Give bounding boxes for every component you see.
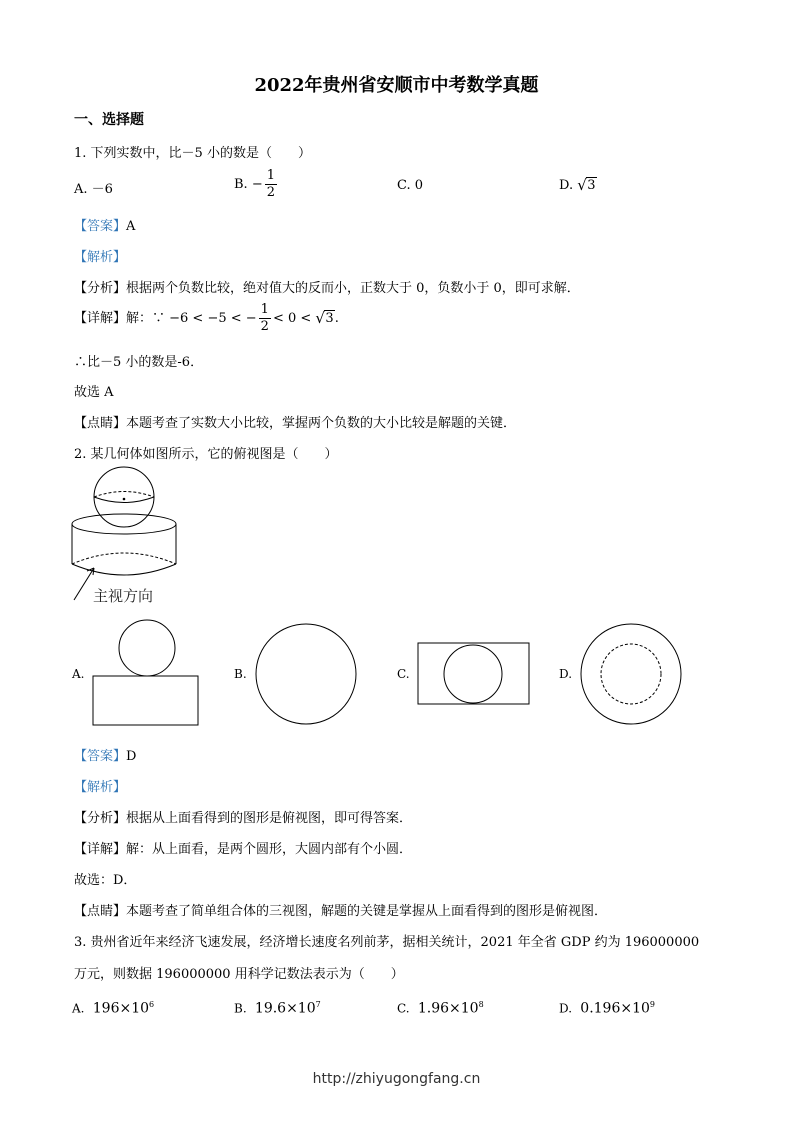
q3-stem-line2: 万元，则数据 196000000 用科学记数法表示为（ ） xyxy=(74,967,404,982)
q3-option-c xyxy=(397,1000,484,1016)
q1-answer xyxy=(74,215,135,234)
option-label: C. xyxy=(397,1001,410,1016)
fraction-denominator: 2 xyxy=(260,319,269,334)
detail-end: . xyxy=(334,311,339,326)
answer-value: A xyxy=(126,219,136,234)
answer-tag: 【答案】 xyxy=(74,219,127,234)
sqrt-symbol: √ 3 xyxy=(577,176,596,194)
q2-figure-label: 主视方向 xyxy=(93,587,154,605)
detail-prefix: 【详解】解：∵ −6 < −5 < − xyxy=(74,311,257,326)
q1-option-b-fraction xyxy=(265,168,277,201)
option-label: D. xyxy=(559,1001,573,1016)
cylinder-bottom-front xyxy=(72,564,176,575)
option-b-circle xyxy=(256,624,356,724)
fraction-numerator: 1 xyxy=(266,168,276,183)
q2-option-c-label: C. xyxy=(397,667,410,681)
q2-option-d-label: D. xyxy=(559,667,573,681)
sqrt-radicand: 3 xyxy=(325,311,334,326)
q2-answer xyxy=(74,745,136,764)
q3-option-b xyxy=(234,1000,321,1016)
sqrt-radicand: 3 xyxy=(587,178,596,193)
option-value-exponent: 9 xyxy=(649,1000,655,1009)
option-value-exponent: 6 xyxy=(149,1000,155,1009)
answer-value: D xyxy=(126,749,137,764)
answer-tag: 【答案】 xyxy=(74,749,127,764)
q2-option-c-figure xyxy=(416,640,532,708)
q2-dianjing: 【点睛】本题考查了简单组合体的三视图，解题的关键是掌握从上面看得到的图形是俯视图． xyxy=(74,904,608,919)
option-value-exponent: 7 xyxy=(315,1000,321,1009)
cylinder-bottom-back xyxy=(72,553,176,564)
q2-fenxi: 【分析】根据从上面看得到的图形是俯视图，即可得答案． xyxy=(74,811,413,826)
q1-analysis-tag: 【解析】 xyxy=(74,250,127,265)
q3-option-a xyxy=(72,1000,154,1016)
q2-choose: 故选：D． xyxy=(74,873,137,888)
option-label: B. xyxy=(234,1001,247,1016)
q1-option-d-label: D. xyxy=(559,178,574,193)
q1-stem: 1. 下列实数中，比－5 小的数是（ ） xyxy=(74,146,311,161)
q2-detail: 【详解】解：从上面看，是两个圆形，大圆内部有个小圆． xyxy=(74,842,413,857)
fraction-denominator: 2 xyxy=(266,185,276,200)
sphere-outline xyxy=(94,467,154,527)
page-title: 2022年贵州省安顺市中考数学真题 xyxy=(254,75,539,96)
q1-conclusion: ∴比－5 小的数是-6． xyxy=(74,355,204,370)
view-direction-arrow xyxy=(74,568,94,600)
q1-option-d xyxy=(559,178,597,193)
q2-analysis-tag: 【解析】 xyxy=(74,780,127,795)
option-a-circle xyxy=(119,620,175,676)
q1-option-b xyxy=(234,168,279,201)
option-d-inner-circle xyxy=(601,644,661,704)
fraction-numerator: 1 xyxy=(260,302,269,317)
option-value-exponent: 8 xyxy=(478,1000,484,1009)
option-value-base: 1.96×10 xyxy=(417,1000,479,1017)
q1-dianjing: 【点睛】本题考查了实数大小比较，掌握两个负数的大小比较是解题的关键． xyxy=(74,416,517,431)
option-d-outer-circle xyxy=(581,624,681,724)
option-a-rectangle xyxy=(93,676,198,725)
option-label: A. xyxy=(72,1001,85,1016)
option-value-base: 19.6×10 xyxy=(254,1000,316,1017)
q1-option-b-label: B. xyxy=(234,177,248,192)
detail-mid: < 0 < xyxy=(272,311,312,326)
option-value-base: 196×10 xyxy=(92,1000,150,1017)
sphere-center xyxy=(123,498,126,501)
section-heading: 一、选择题 xyxy=(74,112,144,128)
detail-fraction xyxy=(259,302,271,335)
q2-option-b-label: B. xyxy=(234,667,247,681)
q2-option-a-figure xyxy=(90,619,202,729)
q1-option-a: A. －6 xyxy=(74,182,113,197)
sqrt-symbol: √ 3 xyxy=(315,309,334,327)
q3-stem-line1: 3. 贵州省近年来经济飞速发展，经济增长速度名列前茅，据相关统计，2021 年全省 GDP 约为 196000000 xyxy=(74,935,700,950)
footer-url[interactable]: http://zhiyugongfang.cn xyxy=(312,1071,481,1087)
q1-detail xyxy=(74,302,339,335)
q2-option-b-figure xyxy=(252,620,362,730)
q1-fenxi: 【分析】根据两个负数比较，绝对值大的反而小，正数大于 0，负数小于 0，即可求解． xyxy=(74,281,580,296)
q2-option-a-label: A. xyxy=(72,667,85,681)
q2-option-d-figure xyxy=(577,622,687,732)
option-c-rectangle xyxy=(418,643,529,704)
q3-option-d xyxy=(559,1000,655,1016)
q1-option-c: C. 0 xyxy=(397,178,424,193)
option-value-base: 0.196×10 xyxy=(580,1000,650,1017)
option-c-circle xyxy=(444,645,502,703)
q2-stem: 2. 某几何体如图所示，它的俯视图是（ ） xyxy=(74,447,338,462)
q1-option-b-sign: − xyxy=(251,177,263,192)
q1-choose: 故选 A xyxy=(74,385,114,400)
